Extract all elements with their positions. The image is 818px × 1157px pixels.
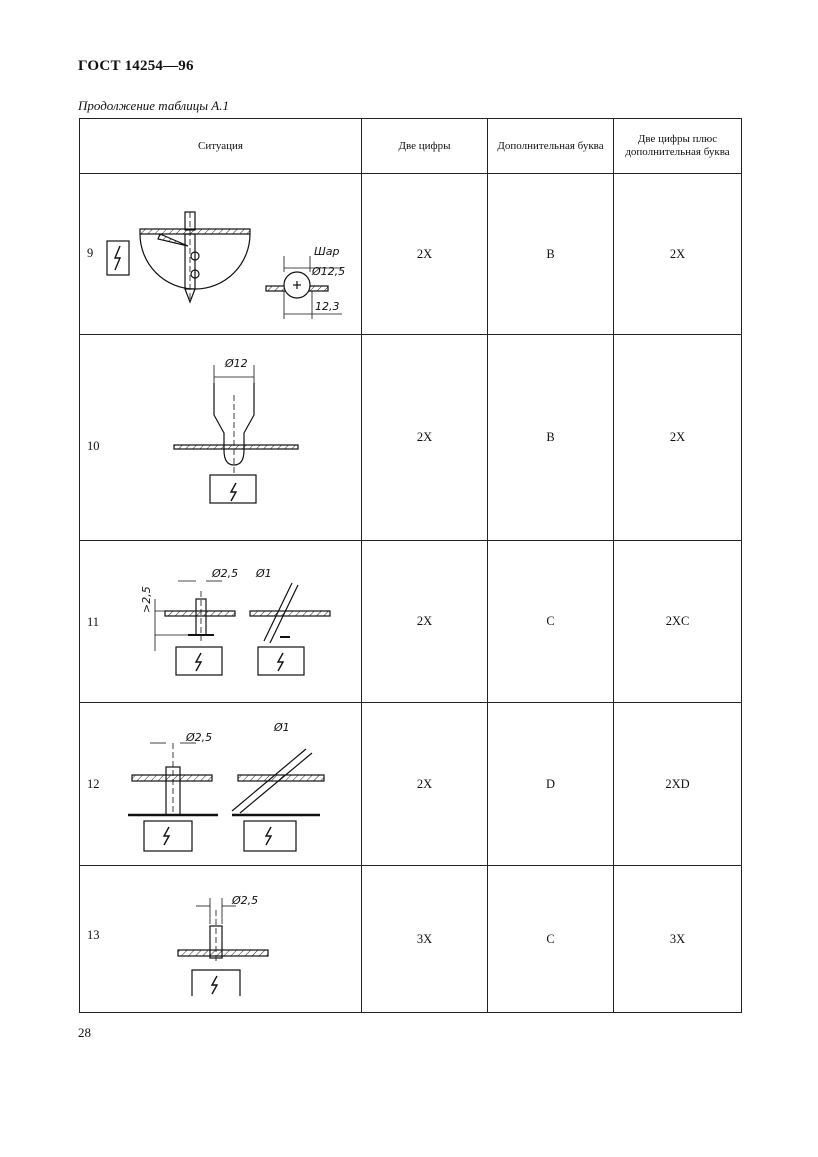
two-digits-cell: 2X xyxy=(362,541,488,703)
diameter2-label: Ø1 xyxy=(274,721,290,734)
combined-cell: 2X xyxy=(614,335,742,541)
letter-cell: D xyxy=(488,703,614,866)
finger-probe-drawing xyxy=(80,335,362,541)
combined-cell: 3X xyxy=(614,866,742,1013)
table-row xyxy=(80,335,742,541)
header-two-digits: Две цифры xyxy=(362,119,488,174)
letter-cell: C xyxy=(488,866,614,1013)
header-situation: Ситуация xyxy=(80,119,362,174)
table-caption: Продолжение таблицы А.1 xyxy=(78,98,229,113)
table-row xyxy=(80,174,742,335)
situation-cell xyxy=(80,866,362,1013)
diameter-label: Ø2,5 xyxy=(186,731,213,744)
row-number: 9 xyxy=(87,246,94,260)
two-digits-cell: 2X xyxy=(362,703,488,866)
depth-label: >2,5 xyxy=(140,586,153,613)
diameter2-label: Ø1 xyxy=(256,567,272,580)
header-additional-letter: Дополнительная буква xyxy=(488,119,614,174)
letter-cell: C xyxy=(488,541,614,703)
tool-probe-drawing xyxy=(80,541,362,703)
document-title: ГОСТ 14254—96 xyxy=(78,58,194,74)
two-digits-cell: 2X xyxy=(362,174,488,335)
diameter-label: Ø2,5 xyxy=(232,894,259,907)
two-digits-cell: 2X xyxy=(362,335,488,541)
diameter-label: Ø12 xyxy=(225,357,248,370)
situation-cell xyxy=(80,703,362,866)
table-row xyxy=(80,866,742,1013)
combined-cell: 2XD xyxy=(614,703,742,866)
letter-cell: B xyxy=(488,335,614,541)
situation-cell xyxy=(80,335,362,541)
rod-probe-drawing xyxy=(80,866,362,1013)
wire-probe-drawing xyxy=(80,703,362,866)
row-number: 10 xyxy=(87,439,100,453)
letter-cell: B xyxy=(488,174,614,335)
row-number: 12 xyxy=(87,777,100,791)
combined-cell: 2XC xyxy=(614,541,742,703)
combined-cell: 2X xyxy=(614,174,742,335)
table-row xyxy=(80,703,742,866)
situation-cell xyxy=(80,541,362,703)
two-digits-cell: 3X xyxy=(362,866,488,1013)
page-number: 28 xyxy=(78,1025,91,1040)
row-number: 13 xyxy=(87,928,100,942)
diameter-label: Ø2,5 xyxy=(212,567,239,580)
row-number: 11 xyxy=(87,615,100,629)
situation-cell xyxy=(80,174,362,335)
diameter-label: Ø12,5 xyxy=(312,265,346,278)
ip-code-table xyxy=(79,118,742,1013)
dimension-label: 12,3 xyxy=(315,300,340,313)
jointed-finger-drawing xyxy=(80,174,362,335)
header-combined: Две цифры плюс дополнительная буква xyxy=(614,119,742,174)
ball-label: Шар xyxy=(314,245,340,258)
table-row xyxy=(80,541,742,703)
table-header-row xyxy=(80,119,742,174)
